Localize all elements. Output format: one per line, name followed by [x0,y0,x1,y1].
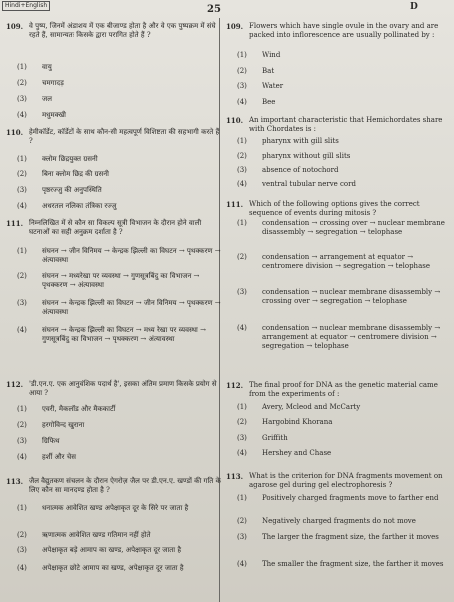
booklet-code: D [410,2,418,12]
page-number: 25 [207,4,221,15]
exam-page: Hindi+English 25 D 109. वे पुष्प, जिनमें अंडाशय में एक बीजाण्ड होता है और वे एक पुष्पक्रम में संघे रहते हैं, सामान्यतः किसके द्वारा परागित होते हैं ? (1) वायु (2) चमगादड़ (3) जल (4) मधुमक्खी 110. हेमीकॉर्डेट, कॉर्डेटों के साथ कौन-सी महत्वपूर्ण विशिष्टता की सहभागी करते हैं ? (1) क्लोम छिद्रयुक्त ग्रसनी (2) बिना क्लोम छिद्र की ग्रसनी (3) पृष्ठरज्जु की अनुपस्थिति (4) अधरतल नलिका तंत्रिका रज्जु 111. निम्नलिखित में से कौन सा विकल्प सूत्री विभाजन के दौरान होने वाली घटनाओं का सही अनुक्रम दर्शाता है ? (1) संघनन → जीन विनिमय → केन्द्रक झिल्ली का विघटन → पृथक्करण → अंत्यावस्था (2) संघनन → मध्यरेखा पर व्यवस्था → गुणसूत्रबिंदु का विभाजन → पृथक्करण → अंत्यावस्था (3) संघनन → केन्द्रक झिल्ली का विघटन → जीन विनिमय → पृथक्करण → अंत्यावस्था (4) संघनन → केन्द्रक झिल्ली का विघटन → मध्य रेखा पर व्यवस्था → गुणसूत्रबिंदु का विभाजन → पृथक्करण → अंत्यावस्था 112. 'डी.एन.ए. एक आनुवंशिक पदार्थ है', इसका अंतिम प्रमाण किसके प्रयोग से आया ? (1) एवरी, मैकलॉड और मैककार्टी (2) हरगोविन्द खुराना (3) ग्रिफिथ (4) हर्शी और चेस 113. जैल वैद्युतकण संचलन के दौरान ऐगरोज़ जैल पर डी.एन.ए. खण्डों की गति के लिए कौन सा मानदण्ड होता है ? (1) धनात्मक आवेशित खण्ड अपेक्षाकृत दूर के सिरे पर जाता है (2) ऋणात्मक आवेशित खण्ड गतिमान नहीं होते (3) अपेक्षाकृत बड़े आमाप का खण्ड, अपेक्षाकृत दूर जाता है (4) अपेक्षाकृत छोटे आमाप का खण्ड, अपेक्षाकृत दूर जाता है 109. Flowers which have single ovule in the ovary and are packed into inflorescence are usually pollinated by : (1) Wind (2) Bat (3) Water (4) Bee 110. An important characteristic that Hemichordates share with Chordates is : (1) pharynx with gill slits (2) pharynx without gill slits (3) absence of notochord (4) ventral tubular nerve cord 111. Which of the following options gives the correct sequence of events during mitosis ? (1) condensation → crossing over → nuclear membrane disassembly → segregation → telophase (2) condensation → arrangement at equator → centromere division → segregation → telophase (3) condensation → nuclear membrane disassembly → crossing over → segregation → telophase (4) condensation → nuclear membrane disassembly → arrangement at equator → centromere division → segregation → telophase 112. The final proof for DNA as the genetic material came from the experiments of : (1) Avery, Mcleod and McCarty (2) Hargobind Khorana (3) Griffith (4) Hershey and Chase 113. What is the criterion for DNA fragments movement on agarose gel during gel electrophoresis ? (1) Positively charged fragments move to farther end (2) Negatively charged fragments do not move (3) The larger the fragment size, the farther it moves (4) The smaller the fragment size, the farther it moves [0,0,454,602]
language-tag: Hindi+English [2,1,50,11]
